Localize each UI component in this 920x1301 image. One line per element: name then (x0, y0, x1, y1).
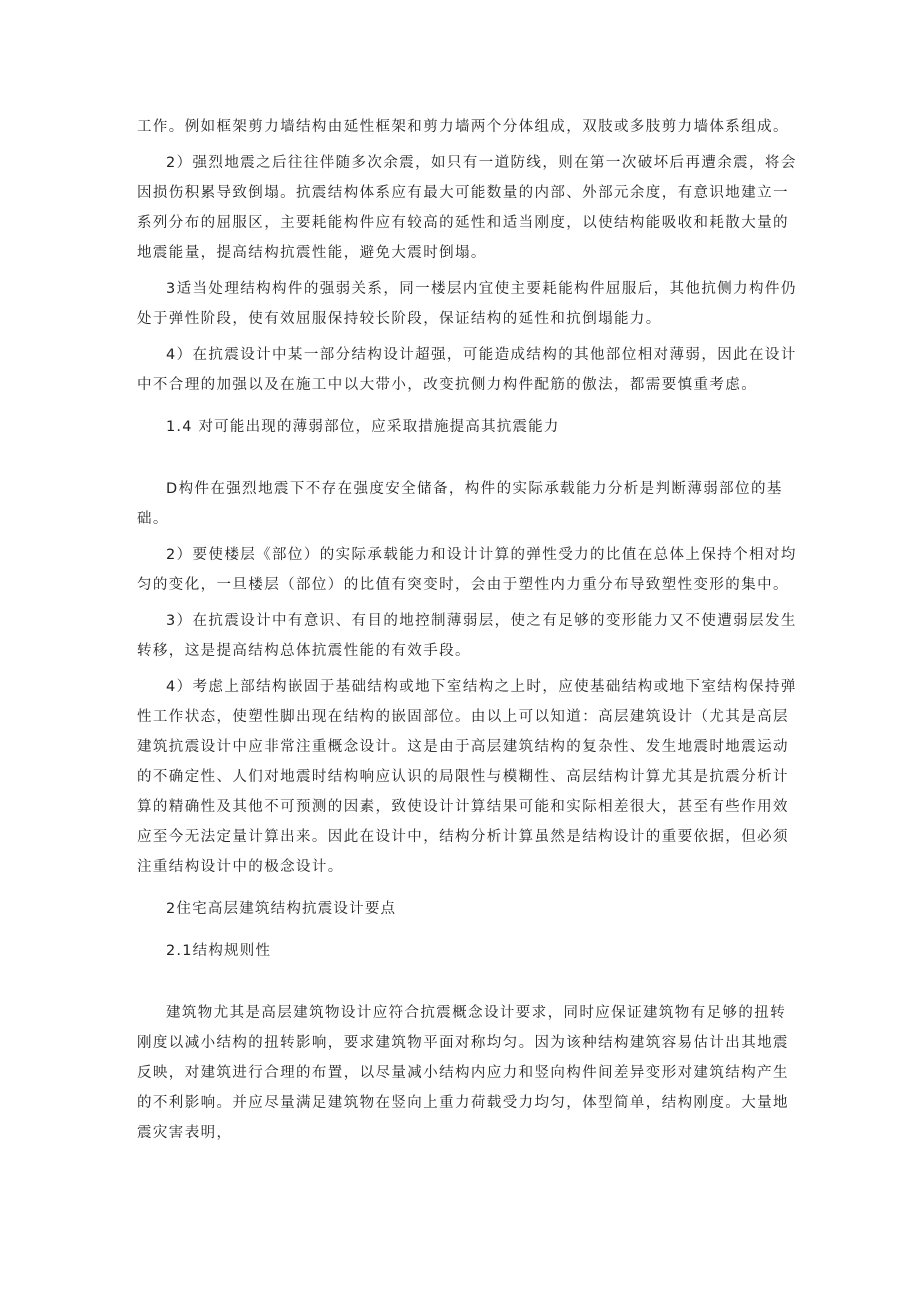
paragraph-weak-2: 2）要使楼层《部位）的实际承载能力和设计计算的弹性受力的比值在总体上保持个相对均匀的变化，一旦楼层（部位）的比值有突变时，会由于塑性内力重分布导致塑性变形的集中。 (137, 547, 797, 593)
paragraph-item-3: 3适当处理结构构件的强弱关系，同一楼层内宜使主要耗能构件屈服后，其他抗侧力构件仍处于弹性阶段，使有效屈服保持较长阶段，保证结构的延性和抗倒塌能力。 (137, 281, 797, 327)
paragraph-continuation: 工作。例如框架剪力墙结构由延性框架和剪力墙两个分体组成，双肢或多肢剪力墙体系组成。 (137, 119, 789, 135)
section-heading-2-1: 2.1结构规则性 (166, 943, 272, 959)
paragraph-item-2: 2）强烈地震之后往往伴随多次余震，如只有一道防线，则在第一次破坏后再遭余震，将会因损伤积累导致倒塌。抗震结构体系应有最大可能数量的内部、外部元余度，有意识地建立一系列分布的屈服区，主要耗能构件应有较高的延性和适当刚度，以使结构能吸收和耗散大量的地震能量，提高结构抗震性能，避免大震时倒塌。 (137, 155, 797, 261)
paragraph-weak-1: D构件在强烈地震下不存在强度安全储备，构件的实际承载能力分析是判断薄弱部位的基础。 (137, 481, 783, 527)
paragraph-item-4: 4）在抗震设计中某一部分结构设计超强，可能造成结构的其他部位相对薄弱，因此在设计中不合理的加强以及在施工中以大带小，改变抗侧力构件配筋的傲法，都需要慎重考虑。 (137, 347, 797, 393)
document-body (137, 112, 797, 1148)
paragraph-weak-4: 4）考虑上部结构嵌固于基础结构或地下室结构之上时，应使基础结构或地下室结构保持弹性工作状态，使塑性脚出现在结构的嵌固部位。由以上可以知道：高层建筑设计（尤其是高层建筑抗震设计中应非常注重概念设计。这是由于高层建筑结构的复杂性、发生地震时地震运动的不确定性、人们对地震时结构响应认识的局限性与模糊性、高层结构计算尤其是抗震分析计算的精确性及其他不可预测的因素，致使设计计算结果可能和实际相差很大，甚至有些作用效应至今无法定量计算出来。因此在设计中，结构分析计算虽然是结构设计的重要依据，但必须注重结构设计中的极念设计。 (137, 679, 797, 875)
section-heading-2: 2住宅高层建筑结构抗震设计要点 (166, 901, 397, 917)
section-heading-1-4: 1.4 对可能出现的薄弱部位，应采取措施提高其抗震能力 (166, 419, 560, 435)
paragraph-weak-3: 3）在抗震设计中有意识、有目的地控制薄弱层，使之有足够的变形能力又不使遭弱层发生转移，这是提高结构总体抗震性能的有效手段。 (137, 613, 797, 659)
paragraph-regularity: 建筑物尤其是高层建筑物设计应符合抗震概念设计要求，同时应保证建筑物有足够的扭转刚度以减小结构的扭转影响，要求建筑物平面对称均匀。因为该种结构建筑容易估计出其地震反映，对建筑进行合理的布置，以尽量减小结构内应力和竖向构件间差异变形对建筑结构产生的不利影响。并应尽量满足建筑物在竖向上重力荷载受力均匀，体型简单，结构刚度。大量地震灾害表明， (137, 1005, 789, 1141)
